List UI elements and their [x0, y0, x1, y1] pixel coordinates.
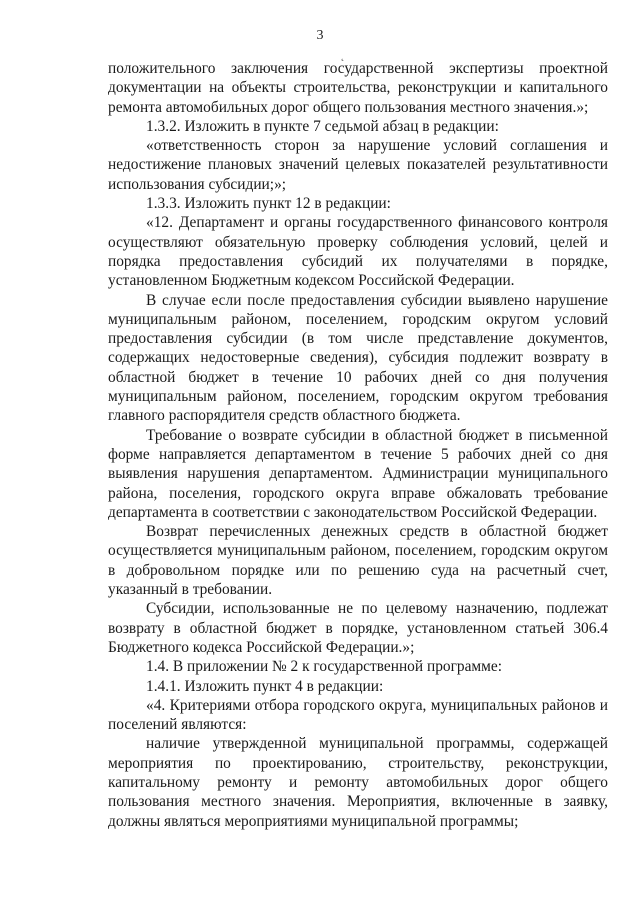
- paragraph: «4. Критериями отбора городского округа, муниципальных районов и поселений являются:: [108, 696, 608, 734]
- paragraph: 1.4. В приложении № 2 к государственной программе:: [146, 658, 503, 676]
- paragraph: Субсидии, использованные не по целевому назначению, подлежат возврату в областной бюджет в порядке, установленном статьей 306.4 Бюджетного кодекса Российской Федерации.»;: [108, 600, 608, 656]
- scan-mark: ˛: [341, 51, 345, 62]
- paragraph: Требование о возврате субсидии в областной бюджет в письменной форме направляется департаментом в течение 5 рабочих дней со дня выявления нарушения департаментом. Администрации муниципального района, поселения, городского округа вправе обжаловать требование департамента в соответствии с законодательством Российской Федерации.: [108, 426, 608, 521]
- paragraph: Возврат перечисленных денежных средств в областной бюджет осуществляется муниципальным районом, поселением, городским округом в добровольном порядке или по решению суда на расчетный счет, указанный в требовании.: [108, 523, 608, 599]
- paragraph: В случае если после предоставления субсидии выявлено нарушение муниципальным районом, поселением, городским округом условий предоставления субсидии (в том числе представление документов, содержащих недостоверные сведения), субсидия подлежит возврату в областной бюджет в течение 10 рабочих дней со дня получения муниципальным районом, поселением, городским округом требования главного распорядителя средств областного бюджета.: [108, 291, 608, 425]
- document-body: [108, 59, 608, 831]
- paragraph: 1.3.3. Изложить пункт 12 в редакции:: [146, 195, 391, 213]
- paragraph: положительного заключения государственной экспертизы проектной документации на объекты строительства, реконструкции и капитального ремонта автомобильных дорог общего пользования местного значения.»;: [108, 60, 608, 116]
- paragraph: наличие утвержденной муниципальной программы, содержащей мероприятия по проектированию, строительству, реконструкции, капитальному ремонту и ремонту автомобильных дорог общего пользования местного значения. Мероприятия, включенные в заявку, должны являться мероприятиями муниципальной программы;: [108, 735, 608, 830]
- page-number: 3: [316, 28, 324, 43]
- paragraph: 1.4.1. Изложить пункт 4 в редакции:: [146, 677, 384, 695]
- paragraph: «ответственность сторон за нарушение условий соглашения и недостижение плановых значений целевых показателей результативности использования субсидии;»;: [108, 137, 608, 193]
- paragraph: 1.3.2. Изложить в пункте 7 седьмой абзац в редакции:: [146, 117, 499, 135]
- paragraph: «12. Департамент и органы государственного финансового контроля осуществляют обязательную проверку соблюдения условий, целей и порядка предоставления субсидий их получателями в порядке, установленном Бюджетным кодексом Российской Федерации.: [108, 214, 608, 290]
